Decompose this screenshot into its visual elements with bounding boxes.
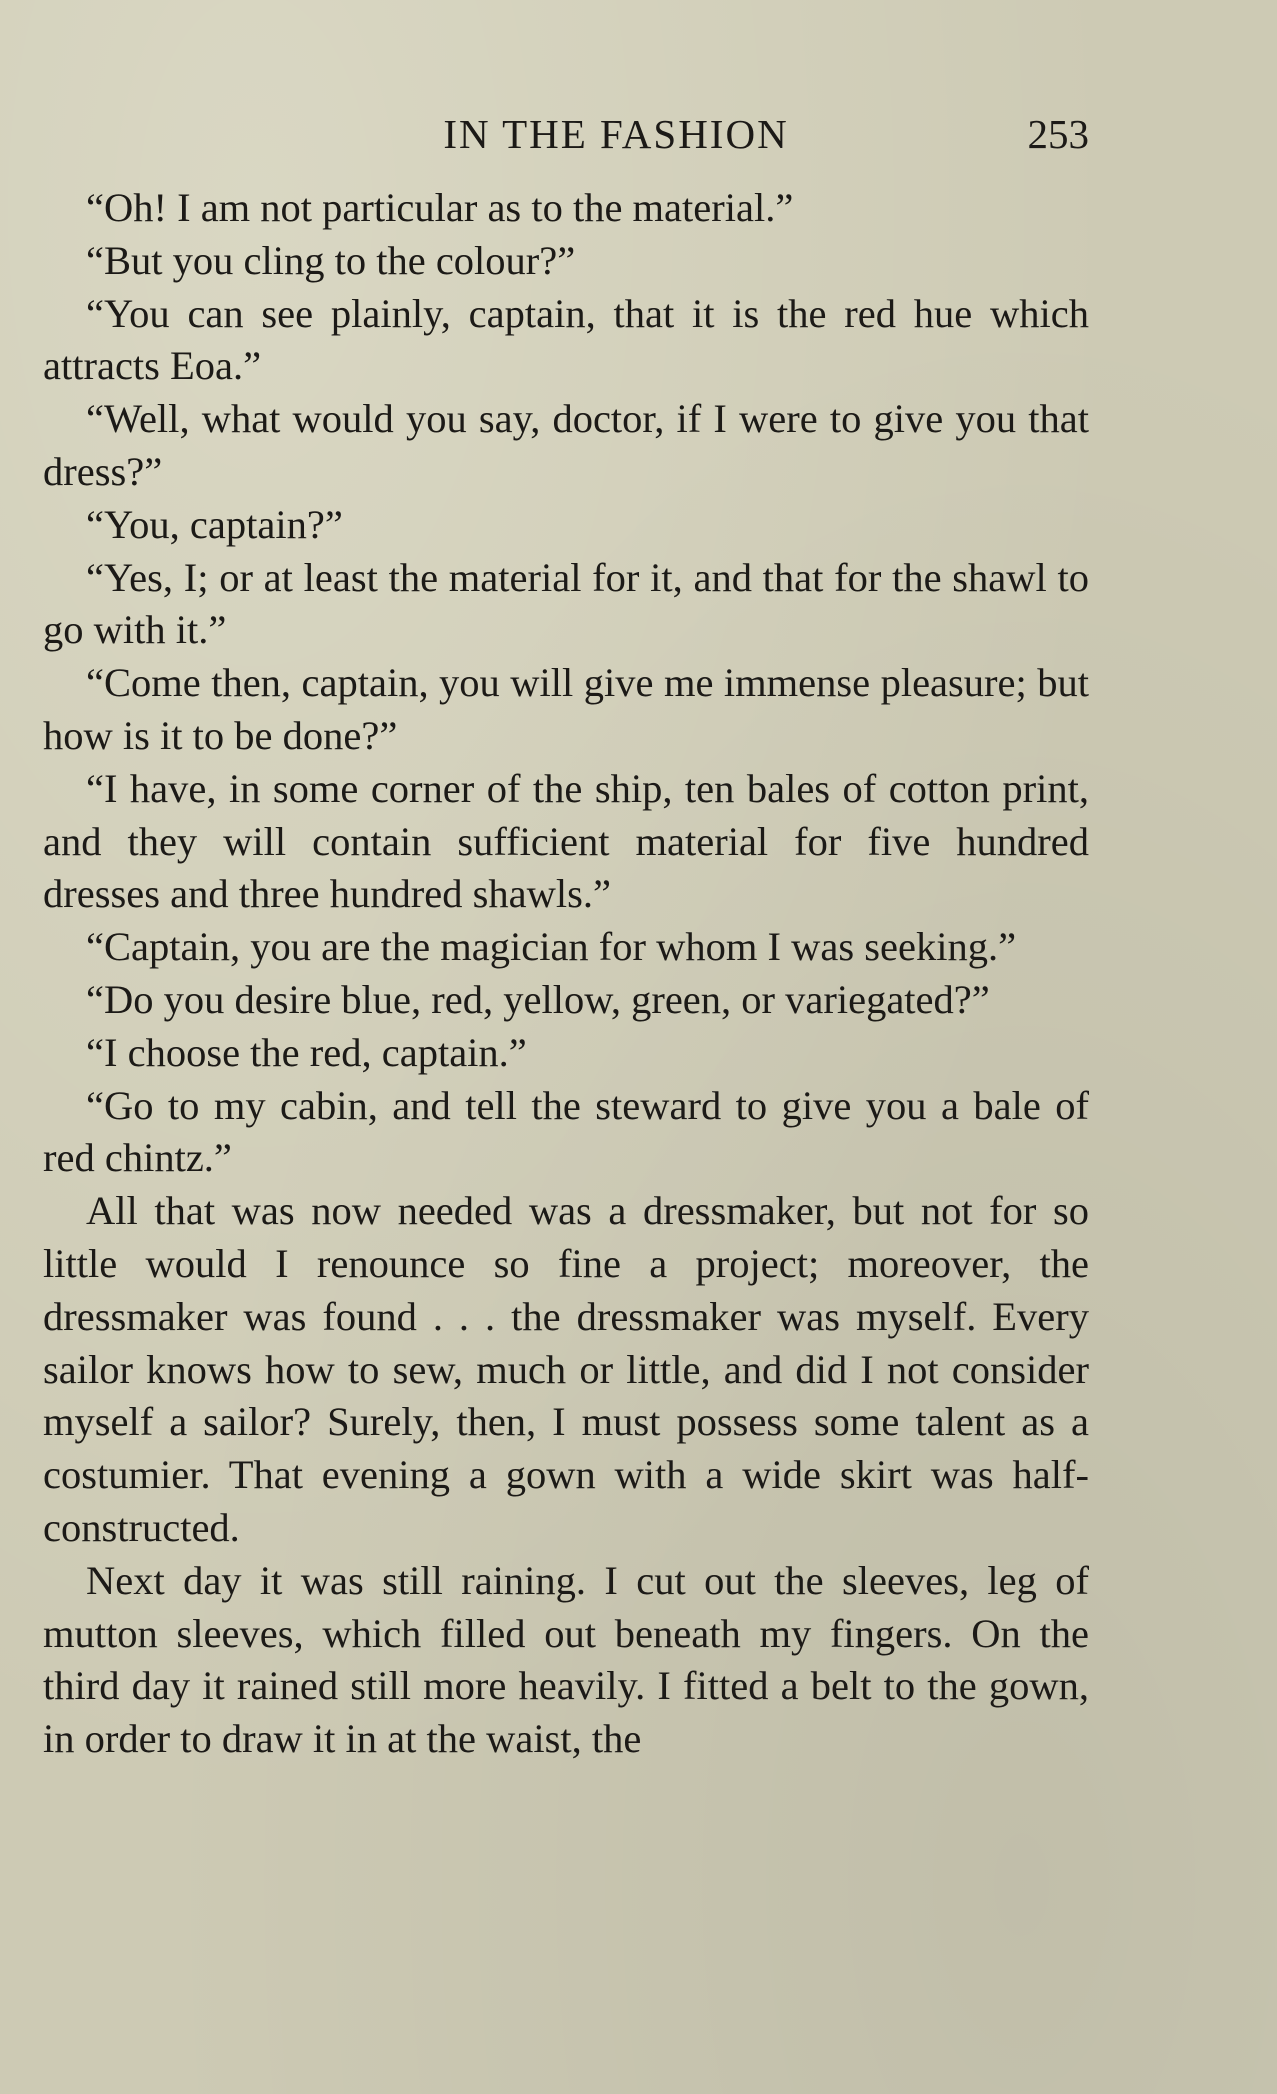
running-head <box>43 110 1089 170</box>
paragraph: “You can see plainly, captain, that it is the red hue which attracts Eoa.” <box>43 290 1089 389</box>
paragraph: “But you cling to the colour?” <box>86 237 576 283</box>
paragraph: “Yes, I; or at least the material for it, and that for the shawl to go with it.” <box>43 554 1089 653</box>
paragraph: “Come then, captain, you will give me immense pleasure; but how is it to be done?” <box>43 660 1089 758</box>
paragraph: “Captain, you are the magician for whom I was seeking.” <box>86 924 1017 970</box>
paragraph: “Do you desire blue, red, yellow, green, or variegated?” <box>86 976 990 1022</box>
paragraph: All that was now needed was a dressmaker, but not for so little would I renounce so fine a project; moreover, the dressmaker was found . . . the dressmaker was myself. Every sailor knows how to sew, much or little, and did I not consider myself a sailor? Surely, then, I must possess some talent as a costumier. That evening a gown with a wide skirt was half-constructed. <box>43 1188 1089 1550</box>
paragraph: “Oh! I am not particular as to the material.” <box>86 185 794 230</box>
paragraph: “You, captain?” <box>86 501 343 547</box>
paragraph: Next day it was still raining. I cut out the sleeves, leg of mutton sleeves, which filled out beneath my fingers. On the third day it rained still more heavily. I fitted a belt to the gown, in order to draw it in at the waist, the <box>43 1557 1089 1762</box>
body-text <box>43 182 1089 1766</box>
page-number: 253 <box>1027 111 1089 157</box>
paragraph: “Go to my cabin, and tell the steward to give you a bale of red chintz.” <box>43 1082 1089 1181</box>
paragraph: “Well, what would you say, doctor, if I were to give you that dress?” <box>43 396 1089 494</box>
paragraph: “I have, in some corner of the ship, ten bales of cotton print, and they will contain sufficient material for five hundred dresses and three hundred shawls.” <box>43 765 1089 917</box>
paragraph: “I choose the red, captain.” <box>86 1029 527 1075</box>
running-title: IN THE FASHION <box>443 111 789 157</box>
